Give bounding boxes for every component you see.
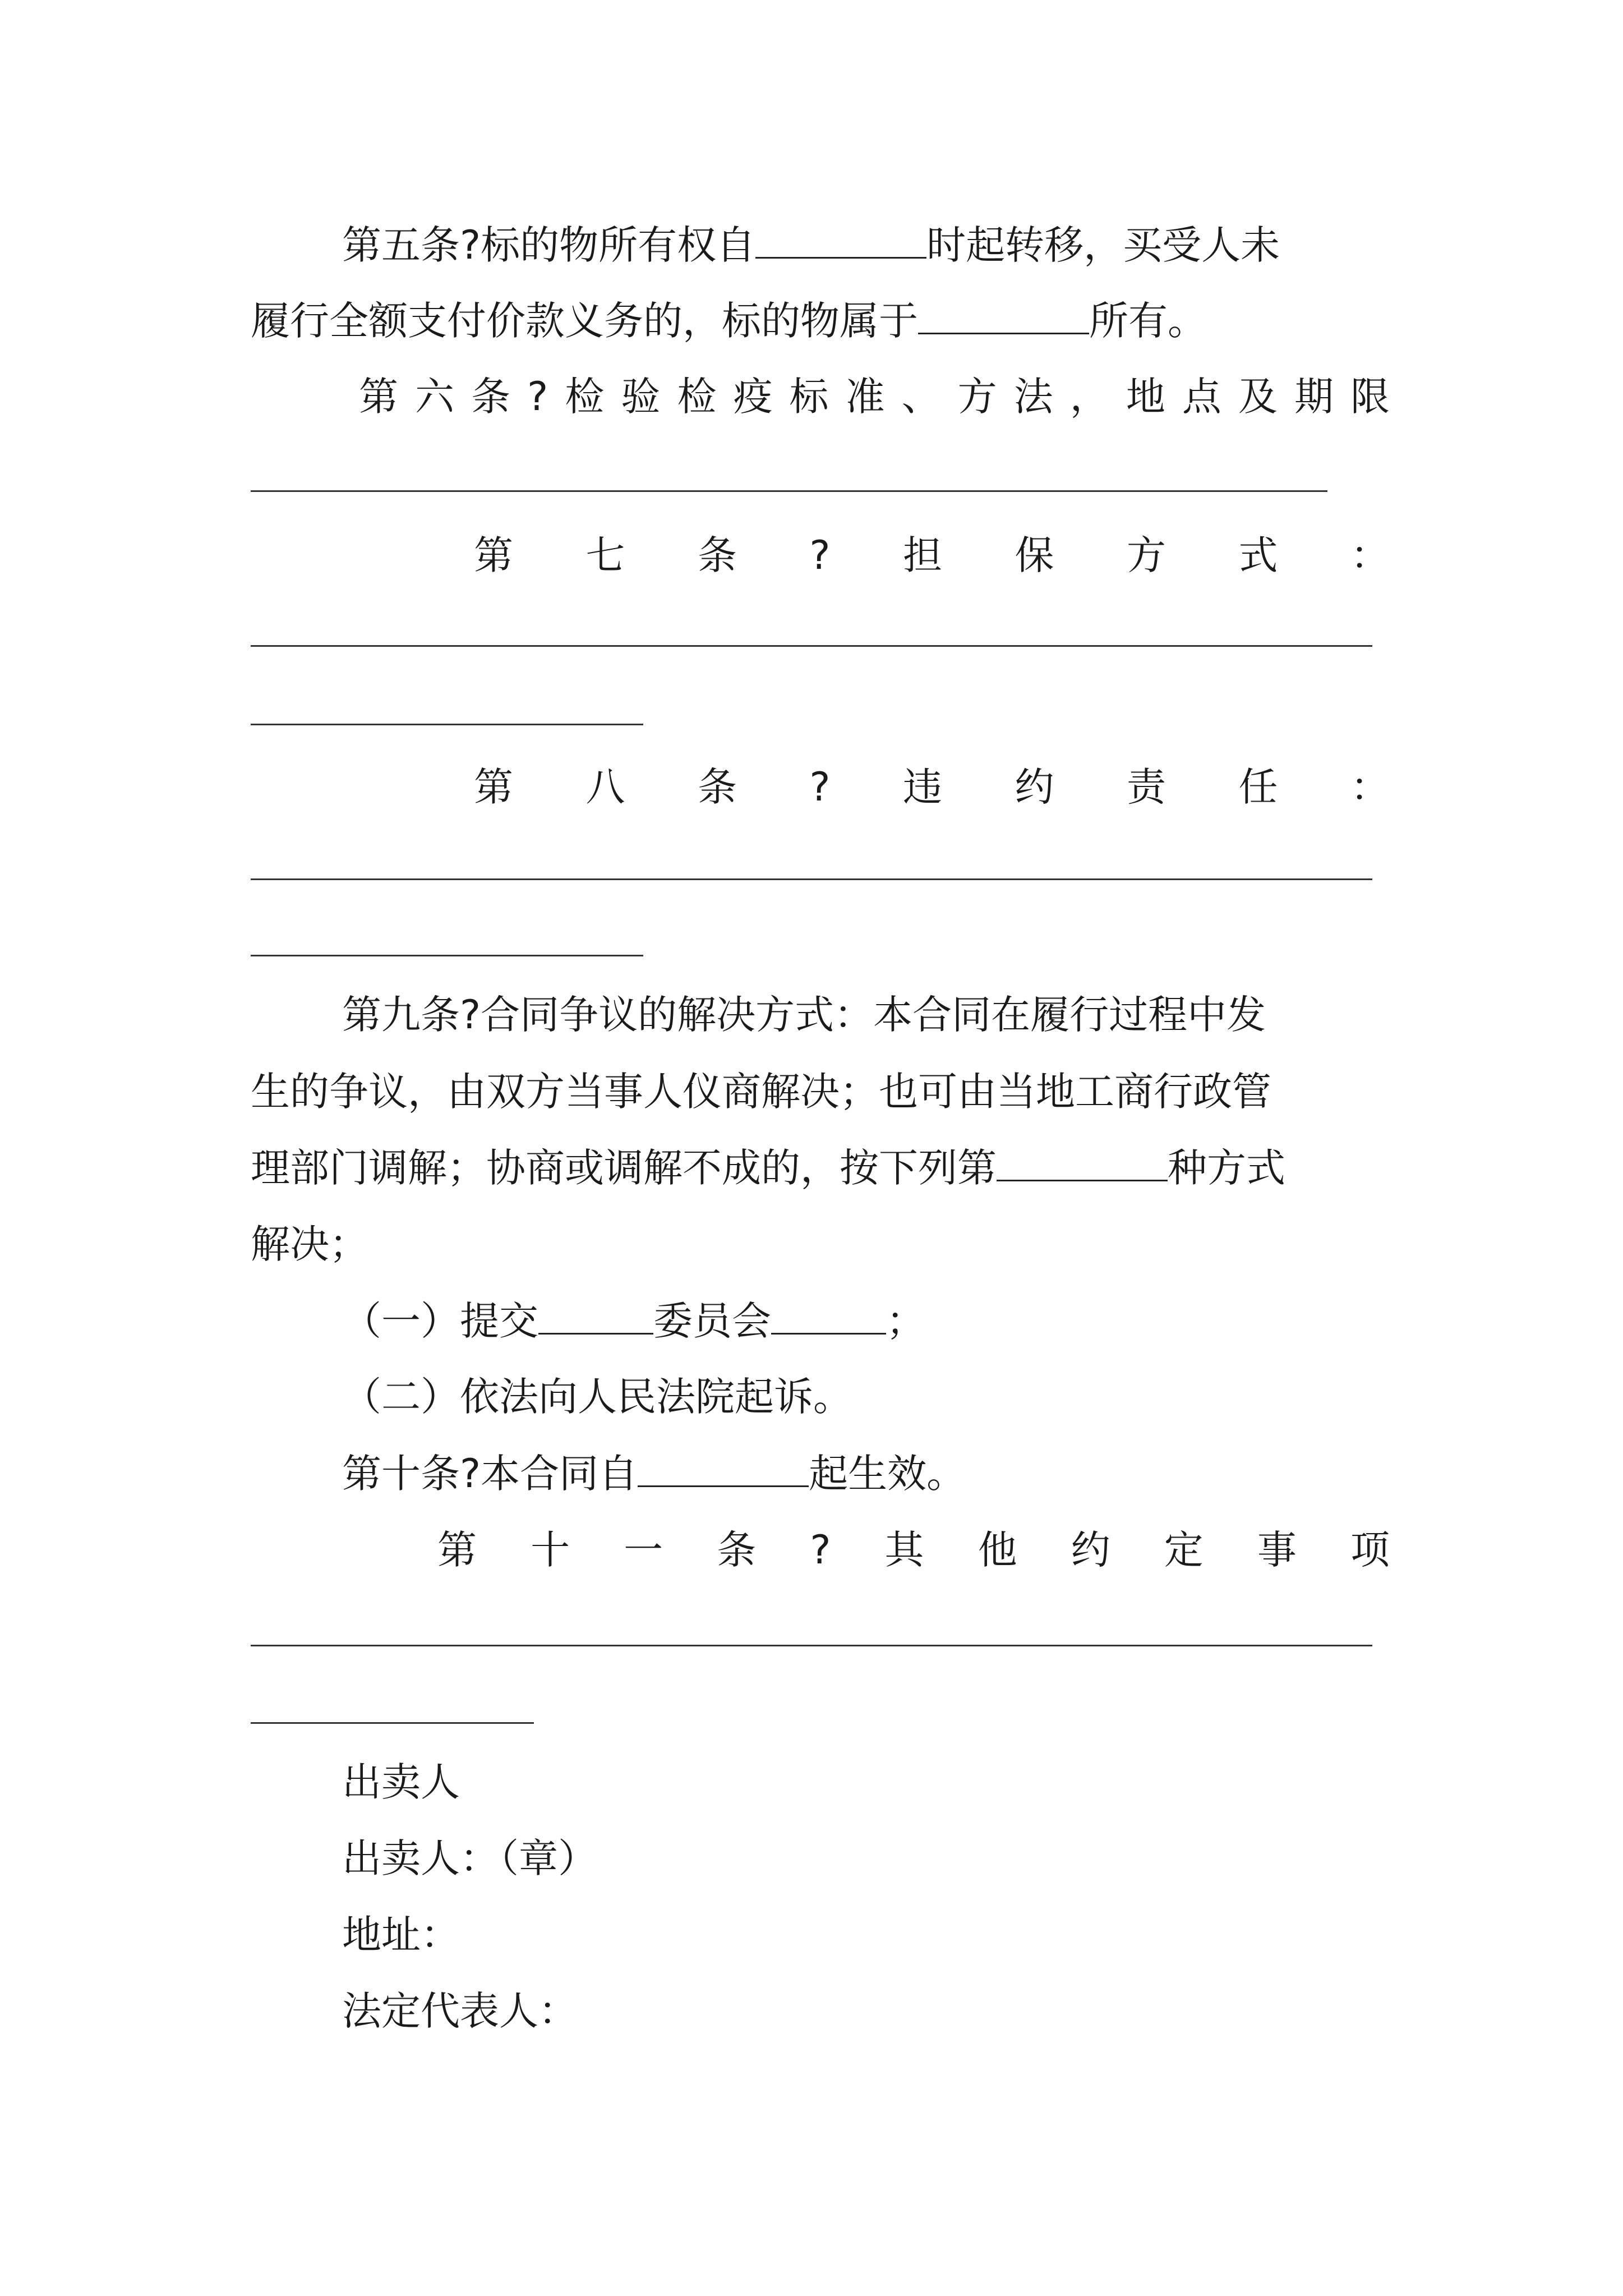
article-9-text-4: 解决；	[251, 1221, 368, 1267]
art7-char: ：	[1350, 532, 1390, 578]
blank-ownership-holder	[918, 298, 1089, 334]
article-9-line-2	[251, 1066, 1389, 1117]
art6-char: 疫	[733, 374, 773, 420]
seller-address-label: 地址：	[342, 1912, 460, 1958]
article-9-line-3	[251, 1143, 1389, 1193]
article-7-heading	[474, 530, 1390, 581]
article-8-heading	[474, 762, 1390, 812]
art11-char: 定	[1164, 1527, 1204, 1573]
art6-char: 第	[359, 374, 398, 420]
art6-char: 准	[845, 374, 885, 420]
seller-address	[342, 1910, 1390, 1960]
art7-char: 担	[903, 532, 943, 578]
article-9-text-3-end: 种方式	[1168, 1145, 1285, 1191]
article-5-text: 第五条?标的物所有权自	[342, 222, 756, 268]
option-1-end: ；	[886, 1298, 925, 1344]
art11-char: 约	[1071, 1527, 1110, 1573]
article-5-text-end: 所有。	[1089, 298, 1207, 344]
art8-char: 任	[1238, 764, 1278, 810]
seller-legal-representative	[342, 1986, 1390, 2036]
art8-char: 违	[903, 764, 943, 810]
blank-effective-date	[638, 1451, 809, 1487]
article-10-text-end: 起生效。	[809, 1451, 966, 1497]
art7-char: 方	[1126, 532, 1166, 578]
blank-ownership-transfer-time	[755, 222, 926, 259]
article-11-heading	[437, 1525, 1390, 1575]
art6-char: 点	[1182, 374, 1221, 420]
article-9-text-1: 第九条?合同争议的解决方式：本合同在履行过程中发	[342, 992, 1266, 1038]
art6-char: 法	[1013, 374, 1053, 420]
art6-char: 六	[415, 374, 455, 420]
art6-char: 检	[677, 374, 717, 420]
art6-char: 验	[621, 374, 661, 420]
article-5-line-2	[251, 296, 1389, 346]
art7-char: 条	[697, 532, 737, 578]
blank-method-number	[997, 1145, 1168, 1181]
art11-char: 条	[717, 1527, 757, 1573]
art11-char: 他	[978, 1527, 1017, 1573]
art8-char: 条	[697, 764, 737, 810]
art8-char: 约	[1015, 764, 1054, 810]
art6-char: 及	[1238, 374, 1278, 420]
art11-char: ?	[810, 1527, 831, 1573]
art6-char: 、	[901, 374, 941, 420]
art8-char: 责	[1126, 764, 1166, 810]
option-1-label: （一）提交	[342, 1298, 538, 1344]
blank-arbitration-location	[538, 1298, 653, 1335]
article-9-option-1	[342, 1296, 1390, 1346]
art7-char: 式	[1238, 532, 1278, 578]
art6-char: ?	[527, 374, 548, 420]
art7-char: 七	[585, 532, 625, 578]
art11-char: 一	[624, 1527, 663, 1573]
article-9-option-2	[342, 1372, 1390, 1422]
art8-char: ?	[809, 764, 831, 810]
art6-char: ，	[1069, 374, 1109, 420]
article-8-fill-line-1	[251, 878, 1372, 880]
article-5-text-line2: 履行全额支付价款义务的，标的物属于	[251, 298, 918, 344]
option-1-committee: 委员会	[653, 1298, 771, 1344]
article-6-heading	[359, 371, 1390, 422]
art11-char: 项	[1350, 1527, 1390, 1573]
art7-char: 第	[474, 532, 513, 578]
art6-char: 方	[957, 374, 997, 420]
article-9-text-2: 生的争议，由双方当事人仪商解决；也可由当地工商行政管	[251, 1069, 1271, 1115]
article-9-line-4	[251, 1219, 1389, 1269]
seller-seal	[342, 1833, 1390, 1884]
seller-seal-text: 出卖人：（章）	[342, 1835, 597, 1881]
article-10-text: 第十条?本合同自	[342, 1451, 638, 1497]
article-10	[342, 1448, 1390, 1499]
article-11-fill-line-1	[251, 1645, 1372, 1646]
seller-legal-rep-label: 法定代表人：	[342, 1988, 578, 2034]
art6-char: 标	[789, 374, 829, 420]
article-11-fill-line-2	[251, 1722, 534, 1724]
art8-char: 八	[585, 764, 625, 810]
article-8-fill-line-2	[251, 955, 643, 956]
option-2-text: （二）依法向人民法院起诉。	[342, 1374, 852, 1420]
art6-char: 限	[1350, 374, 1390, 420]
art7-char: ?	[809, 532, 831, 578]
article-6-fill-line	[251, 490, 1327, 492]
art6-char: 期	[1294, 374, 1334, 420]
art11-char: 第	[437, 1527, 477, 1573]
art8-char: ：	[1350, 764, 1390, 810]
article-5-line-1	[342, 220, 1390, 270]
art8-char: 第	[474, 764, 513, 810]
article-7-fill-line-1	[251, 645, 1372, 647]
art11-char: 其	[884, 1527, 924, 1573]
article-9-text-3: 理部门调解；协商或调解不成的，按下列第	[251, 1145, 997, 1191]
seller-heading	[342, 1757, 1390, 1807]
art6-char: 地	[1126, 374, 1165, 420]
blank-arbitration-detail	[771, 1298, 886, 1335]
art7-char: 保	[1015, 532, 1054, 578]
article-9-line-1	[342, 990, 1390, 1040]
article-7-fill-line-2	[251, 724, 643, 725]
art6-char: 检	[565, 374, 605, 420]
article-5-text-cont: 时起转移，买受人未	[926, 222, 1280, 268]
seller-heading-text: 出卖人	[342, 1759, 460, 1805]
art6-char: 条	[471, 374, 511, 420]
art11-char: 十	[531, 1527, 570, 1573]
art11-char: 事	[1257, 1527, 1297, 1573]
